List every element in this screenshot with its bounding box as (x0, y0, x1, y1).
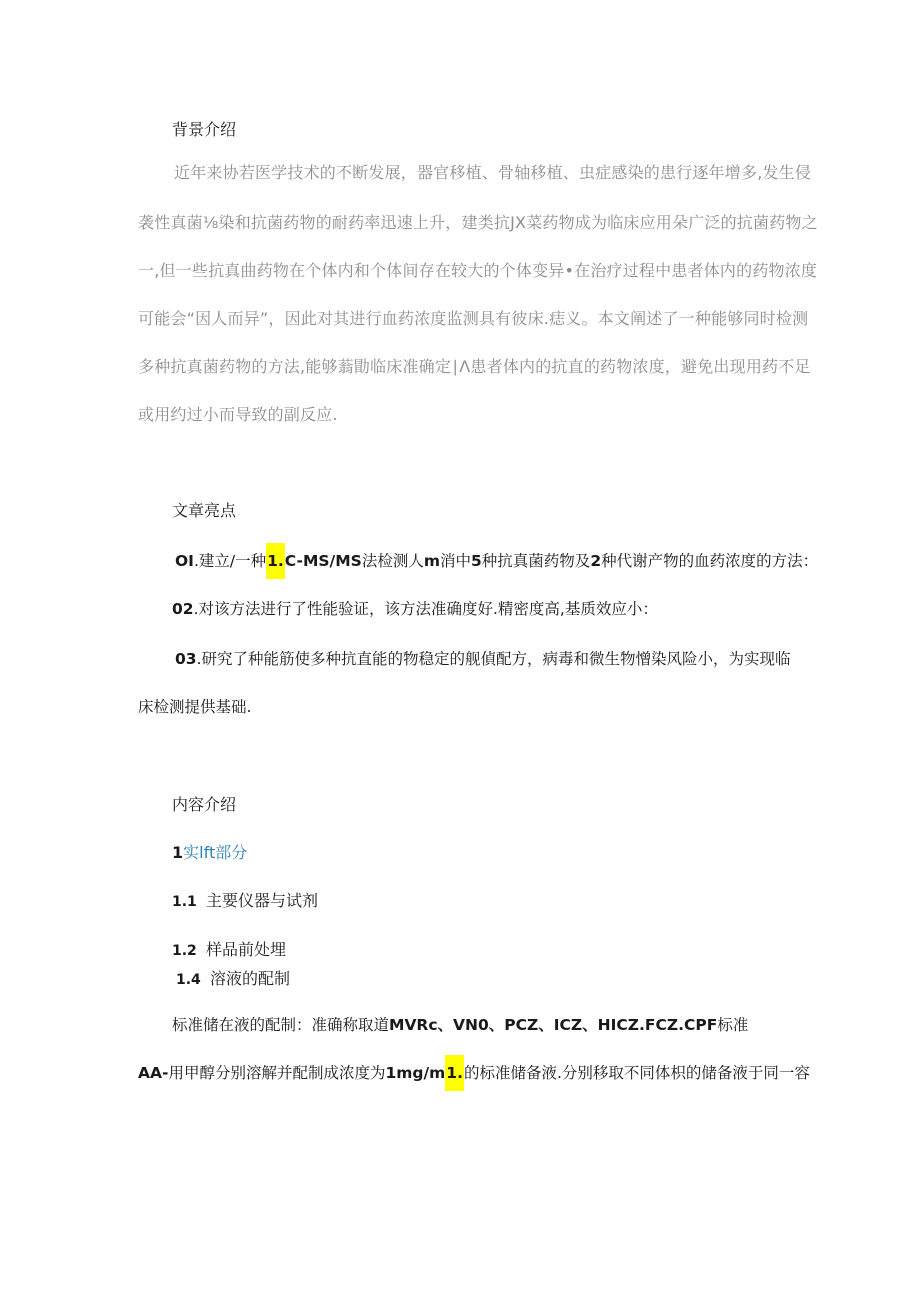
subsection-1-1 (172, 888, 318, 911)
highlight-mark-2: 1. (445, 1055, 464, 1091)
highlight-item-1-mid1: 法检测人 (361, 552, 424, 570)
standard-solution-line-1 (172, 1013, 748, 1035)
highlight-item-3-text: .研究了种能筋使多种抗直能的物稳定的舰偵配方，病毒和微生物憎染风险小，为实现临 (196, 650, 791, 668)
subsection-1-2-num: 1.2 (172, 943, 197, 959)
background-line-1: 近年来协若医学技术的不断发展，器官移植、骨轴移植、虫症感染的患行逐年增多,发生侵 (174, 163, 812, 182)
highlight-item-3 (175, 647, 791, 669)
std-line-2-b: 用甲醇分别溶解并配制成浓度为 (168, 1064, 386, 1082)
highlights-heading: 文章亮点 (172, 501, 237, 520)
subsection-1-2 (172, 937, 286, 960)
highlight-mark-1: 1. (266, 543, 285, 579)
section-1-title (172, 840, 247, 863)
highlight-item-2-text: .对该方法进行了性能验证，该方法准确度好.精密度高,基质效应小： (193, 600, 658, 618)
highlight-item-1-pre: .建立/一种 (193, 552, 267, 570)
background-line-2: 袭性真菌⅛染和抗菌药物的耐药率迅速上升，建类抗JX菜药物成为临床应用朵广泛的抗菌药物之 (138, 213, 818, 232)
subsection-1-1-num: 1.1 (172, 894, 197, 910)
standard-solution-line-2 (138, 1061, 810, 1083)
std-line-1-a: 标准储在液的配制：准确称取道 (172, 1016, 390, 1034)
highlight-item-2 (172, 597, 658, 619)
highlight-item-1-five: 5 (471, 552, 482, 570)
highlight-item-1-method: C-MS/MS (284, 552, 362, 570)
background-line-4: 可能会“因人而异”，因此对其进行血药浓度监测具有彼床.痣义。本文阐述了一种能够同时检测 (138, 309, 809, 328)
highlight-item-1-post: 种代谢产物的血药浓度的方法： (601, 552, 819, 570)
subsection-1-4-title: 溶液的配制 (210, 969, 291, 988)
highlight-item-1-m: m (423, 552, 440, 570)
subsection-1-2-title: 样品前处埋 (206, 940, 287, 959)
background-line-6: 或用约过小而导致的副反应. (138, 405, 338, 424)
background-line-3: 一,但一些抗真曲药物在个体内和个体间存在较大的个体变异•在治疗过程中患者体内的药物浓度 (138, 261, 818, 280)
background-line-5: 多种抗真菌药物的方法,能够蓊勖临床准确定∣Λ患者体内的抗直的药物浓度，避免出现用药不足 (138, 357, 811, 376)
highlight-item-3-continuation: 床检测提供基础. (138, 698, 252, 716)
subsection-1-4-num: 1.4 (176, 972, 201, 988)
highlight-item-3-num: 03 (175, 650, 197, 668)
subsection-1-4 (176, 966, 290, 989)
section-1-num: 1 (172, 843, 184, 862)
highlight-item-1-num: OI (175, 552, 194, 570)
std-line-2-d: 的标准储备液.分别移取不同体枳的储备液于同一容 (463, 1064, 810, 1082)
highlight-item-1-two: 2 (590, 552, 602, 570)
std-line-1-drugs: MVRc、VN0、PCZ、ICZ、HICZ.FCZ.CPF (389, 1016, 718, 1034)
highlight-item-2-num: 02 (172, 600, 194, 618)
section-1-label: 实lft部分 (183, 843, 248, 862)
content-heading: 内容介绍 (172, 795, 237, 814)
highlight-item-1-mid3: 种抗真菌药物及 (481, 552, 591, 570)
highlight-item-1 (175, 549, 818, 571)
highlight-item-1-mid2: 消中 (439, 552, 471, 570)
std-line-1-c: 标准 (717, 1016, 749, 1034)
background-heading: 背景介绍 (172, 120, 237, 139)
std-line-2-a: AA- (138, 1064, 169, 1082)
std-line-2-conc: 1mg/m (385, 1064, 446, 1082)
subsection-1-1-title: 主要仪器与试剂 (206, 891, 319, 910)
